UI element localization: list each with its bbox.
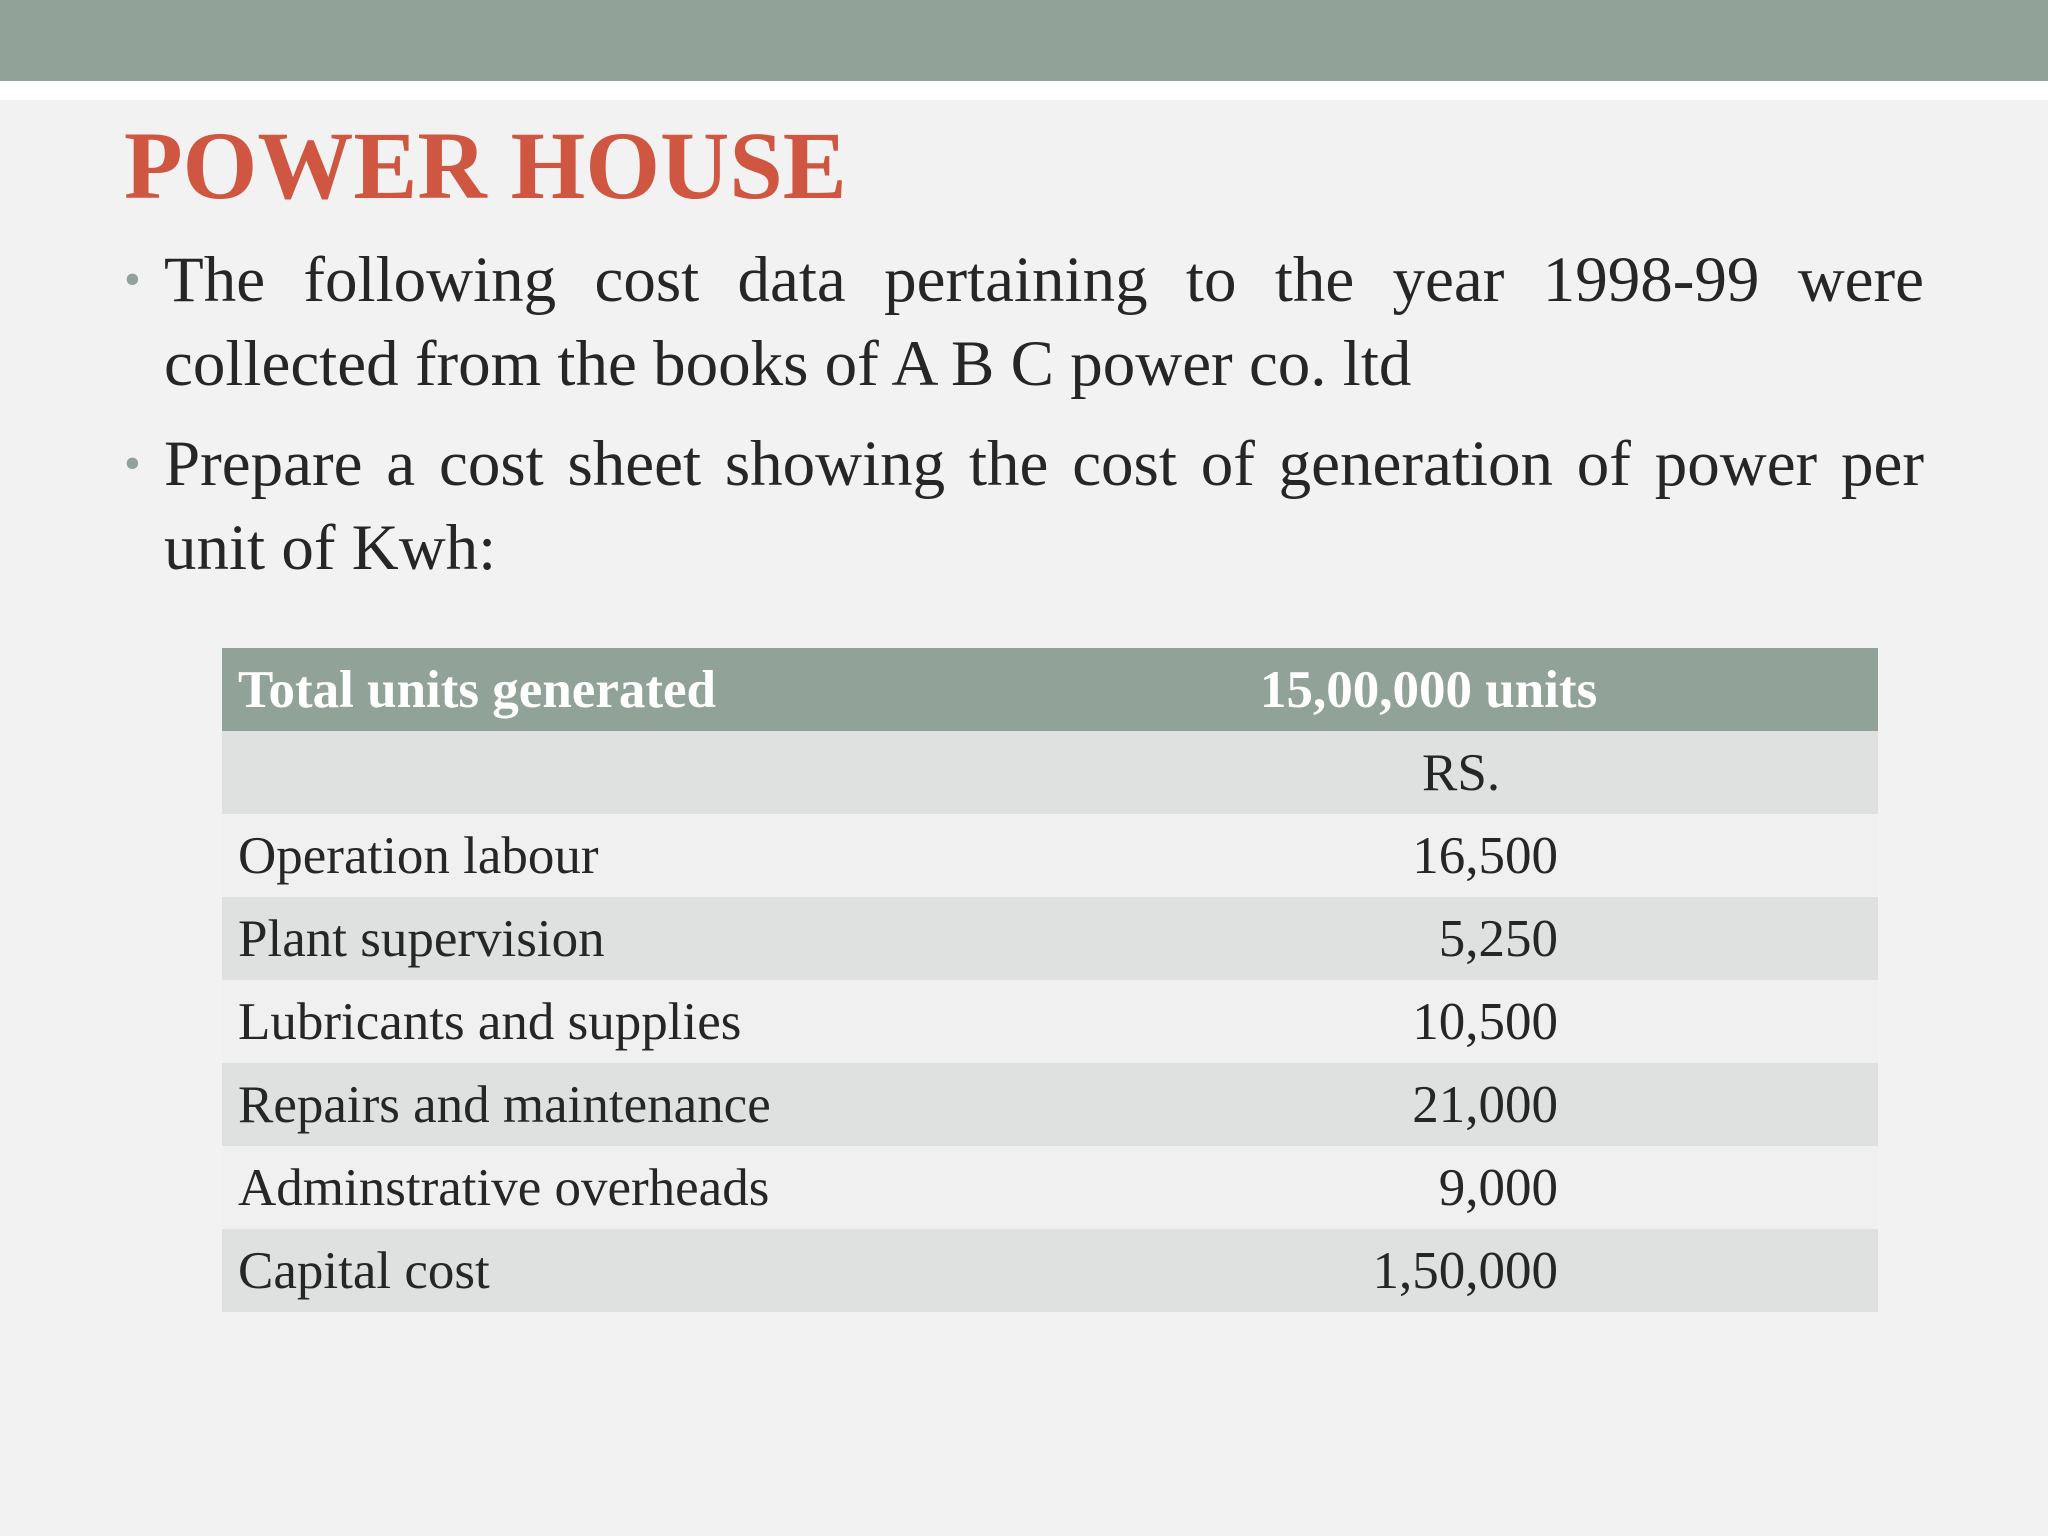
table-row xyxy=(222,814,1878,897)
row-value: 21,000 xyxy=(1232,1063,1878,1146)
cost-data-table xyxy=(222,648,1878,1312)
table-row xyxy=(222,980,1878,1063)
bullet-text: Prepare a cost sheet showing the cost of generation of power per unit of Kwh: xyxy=(164,428,1924,584)
row-value: 5,250 xyxy=(1232,897,1878,980)
row-value: 16,500 xyxy=(1232,814,1878,897)
row-label: Operation labour xyxy=(222,814,1232,897)
bullet-item xyxy=(124,422,1924,590)
bullet-text: The following cost data pertaining to the year 1998-99 were collected from the books of A B C power co. ltd xyxy=(164,244,1924,400)
table-row xyxy=(222,897,1878,980)
currency-row xyxy=(222,731,1878,814)
top-accent-bar xyxy=(0,0,2048,81)
row-value: 9,000 xyxy=(1232,1146,1878,1229)
row-label: Adminstrative overheads xyxy=(222,1146,1232,1229)
header-value: 15,00,000 units xyxy=(1232,648,1878,731)
header-label: Total units generated xyxy=(222,648,1232,731)
bullet-list xyxy=(124,238,1924,606)
currency-label: RS. xyxy=(1232,731,1878,814)
row-label: Lubricants and supplies xyxy=(222,980,1232,1063)
bullet-item xyxy=(124,238,1924,406)
slide-title: POWER HOUSE xyxy=(124,112,847,219)
bullet-dot-icon: • xyxy=(124,253,141,306)
table-row xyxy=(222,1063,1878,1146)
row-label: Repairs and maintenance xyxy=(222,1063,1232,1146)
row-value: 10,500 xyxy=(1232,980,1878,1063)
row-label: Plant supervision xyxy=(222,897,1232,980)
table-row xyxy=(222,1146,1878,1229)
bullet-dot-icon: • xyxy=(124,437,141,490)
row-label: Capital cost xyxy=(222,1229,1232,1312)
currency-row-empty-cell xyxy=(222,731,1232,814)
table-header-row xyxy=(222,648,1878,731)
table-row xyxy=(222,1229,1878,1312)
top-divider xyxy=(0,81,2048,100)
row-value: 1,50,000 xyxy=(1232,1229,1878,1312)
